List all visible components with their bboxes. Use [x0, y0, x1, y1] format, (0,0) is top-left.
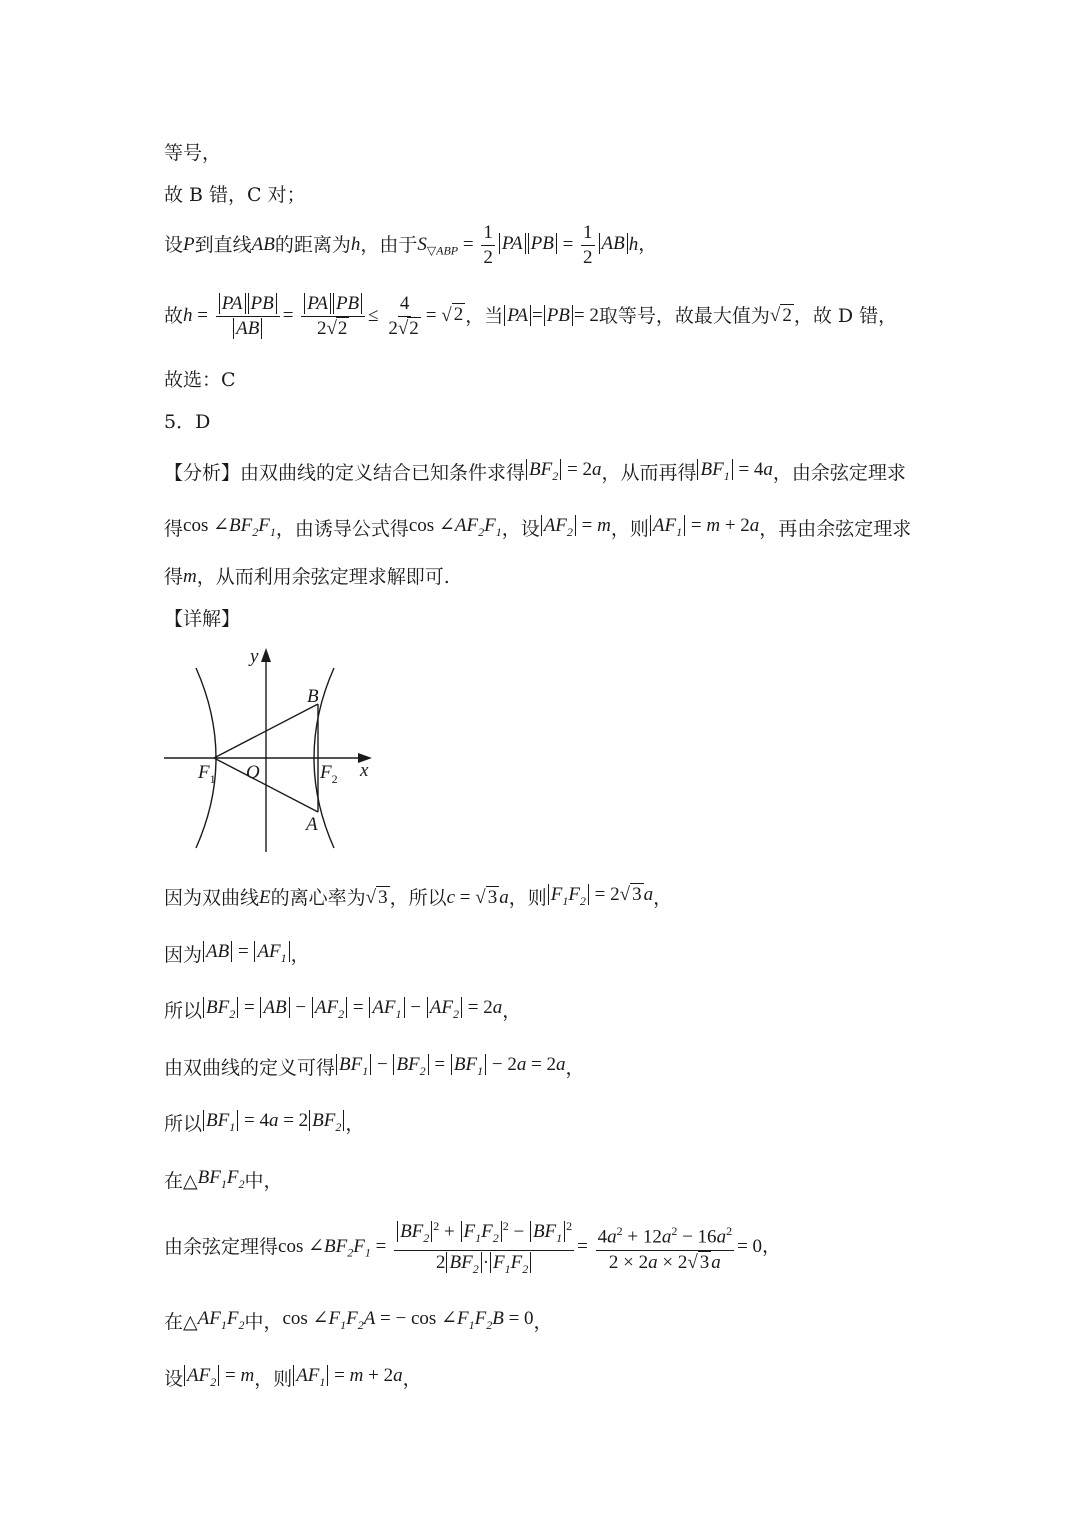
text: 设 [164, 1367, 184, 1390]
text: 故选：C [164, 369, 236, 391]
label-a: A [306, 814, 318, 835]
text-line-19 [164, 1363, 422, 1395]
text: 故 [164, 305, 184, 327]
text: 等号， [164, 142, 222, 164]
math: $BF_1 = 4a = 2$ $BF_2$ [202, 1108, 345, 1140]
text-line-16 [164, 1165, 282, 1197]
text-line-3 [164, 220, 657, 270]
text: ，当 [465, 305, 504, 327]
text: 的离心率为 [270, 886, 366, 909]
text: 得 [164, 566, 184, 588]
cosine-formula: $\cos \angle BF_2F_1$ = $\frac{BF_2^2 + F_1F_2^2 - BF_1^2}{2 BF_2 \cdot F_1F_2}$ = $\frac{4a^2 + 12a^2 - 16a^2}{2 \times 2a \times 2√ 3 a}$ = 0， [278, 1214, 781, 1281]
text: 因为双曲线 [164, 886, 260, 909]
text-line-12 [164, 939, 310, 971]
area-formula: $S_{▽ABP}$ = $\frac{1}{2}$ PA PB = $\frac{1}{2}$ AB h， [417, 221, 658, 268]
text: ， [502, 999, 522, 1022]
text: ，由于 [360, 234, 418, 256]
text: ，所以 [389, 886, 447, 909]
math: $BF_1F_2$ [197, 1167, 245, 1191]
text: 因为 [164, 943, 203, 966]
text: ，则 [508, 886, 547, 909]
label-f2: $F_2$ [320, 762, 338, 786]
text: ，再由余弦定理求 [759, 517, 912, 540]
math: $\cos \angle F_1F_2A$ = − $\cos \angle F_1F_2B = 0$ [282, 1308, 534, 1332]
math: $BF_2 = 2a$ [525, 457, 601, 489]
text: ， [565, 1056, 585, 1079]
text: ，由余弦定理求 [772, 461, 906, 484]
text: 5．D [164, 411, 211, 433]
text: 【分析】由双曲线的定义结合已知条件求得 [164, 461, 526, 484]
math: AB = $AF_1$ [202, 939, 291, 971]
math: $\cos \angle BF_2F_1$ [183, 515, 276, 539]
math: √ 3 [365, 886, 388, 908]
math: $BF_2$ = AB − $AF_2 = AF_1 - AF_2 = 2a$ [202, 995, 502, 1027]
text: ，则 [254, 1367, 293, 1390]
text: 故 B 错，C 对； [164, 184, 306, 206]
h-formula: h = $\frac{\text{PA PB}}{AB}$ = $\frac{\text{PA PB}}{2√2}$ ≤ $\frac{4}{2√2}$ = √ 2 [183, 292, 464, 339]
text-line-18 [164, 1306, 553, 1338]
text: 取等号，故最大值为 [598, 305, 770, 327]
text: 中， [244, 1169, 283, 1192]
text: ，故 D 错， [793, 305, 898, 327]
math: $AF_1 = m + 2a$ [292, 1363, 402, 1395]
text: ，从而利用余弦定理求解即可. [196, 566, 450, 588]
math: $\cos \angle AF_2F_1$ [408, 515, 502, 539]
label-origin: O [246, 762, 260, 783]
math: PA = PB = 2 [503, 303, 599, 329]
text: 的距离为 [274, 234, 351, 256]
label-y: y [250, 646, 259, 667]
text: ， [290, 943, 310, 966]
text: ，由诱导公式得 [275, 517, 409, 540]
math: AB [251, 234, 275, 255]
text-line-15 [164, 1108, 364, 1140]
text: 所以 [164, 999, 203, 1022]
text-line-4 [164, 288, 897, 344]
text-line-11 [164, 882, 672, 914]
math: $AF_2 = m$ [183, 1363, 254, 1395]
math: h [350, 234, 361, 255]
y-axis-arrow [261, 648, 271, 662]
text-line-8 [164, 513, 911, 545]
text: ， [653, 886, 673, 909]
text-line-10 [164, 606, 240, 632]
text-line-7 [164, 457, 906, 489]
math: $AF_1F_2$ [197, 1308, 245, 1332]
text: 设 [164, 234, 184, 256]
text-line-17 [164, 1216, 781, 1278]
math: √ 2 [769, 305, 792, 326]
math: $F_1F_2 = 2√$ 3 a [547, 882, 653, 914]
text-line-1 [164, 140, 221, 166]
math: c = √ 3 a [446, 886, 509, 908]
text: 在△ [164, 1169, 198, 1192]
text-line-6 [164, 409, 210, 435]
math: $BF_1 - BF_2 = BF_1 - 2a = 2a$ [335, 1052, 566, 1084]
text: ，从而再得 [601, 461, 697, 484]
math: P [183, 234, 195, 255]
text-line-2 [164, 182, 306, 208]
text-line-5 [164, 367, 236, 393]
text: 由双曲线的定义可得 [164, 1056, 336, 1079]
text: 得 [164, 517, 184, 540]
text: 在△ [164, 1310, 198, 1333]
text: 由余弦定理得 [164, 1236, 279, 1258]
text: ， [345, 1112, 365, 1135]
text-line-9 [164, 564, 450, 590]
math: E [259, 886, 271, 908]
text: ，设 [501, 517, 540, 540]
math: $AF_1 = m + 2a$ [649, 513, 759, 545]
label-x: x [360, 760, 369, 781]
text: ，则 [610, 517, 649, 540]
text-line-13 [164, 995, 521, 1027]
text: 所以 [164, 1112, 203, 1135]
hyperbola-figure [160, 640, 390, 860]
label-b: B [307, 686, 319, 707]
math: m [183, 566, 197, 587]
text: 中， [244, 1310, 283, 1333]
math: $AF_2 = m$ [540, 513, 611, 545]
text: 到直线 [194, 234, 252, 256]
math: $BF_1 = 4a$ [696, 457, 772, 489]
text: ， [533, 1310, 553, 1333]
text-line-14 [164, 1052, 585, 1084]
label-f1: $F_1$ [198, 762, 216, 786]
text: ， [402, 1367, 422, 1390]
text: 【详解】 [164, 608, 241, 630]
